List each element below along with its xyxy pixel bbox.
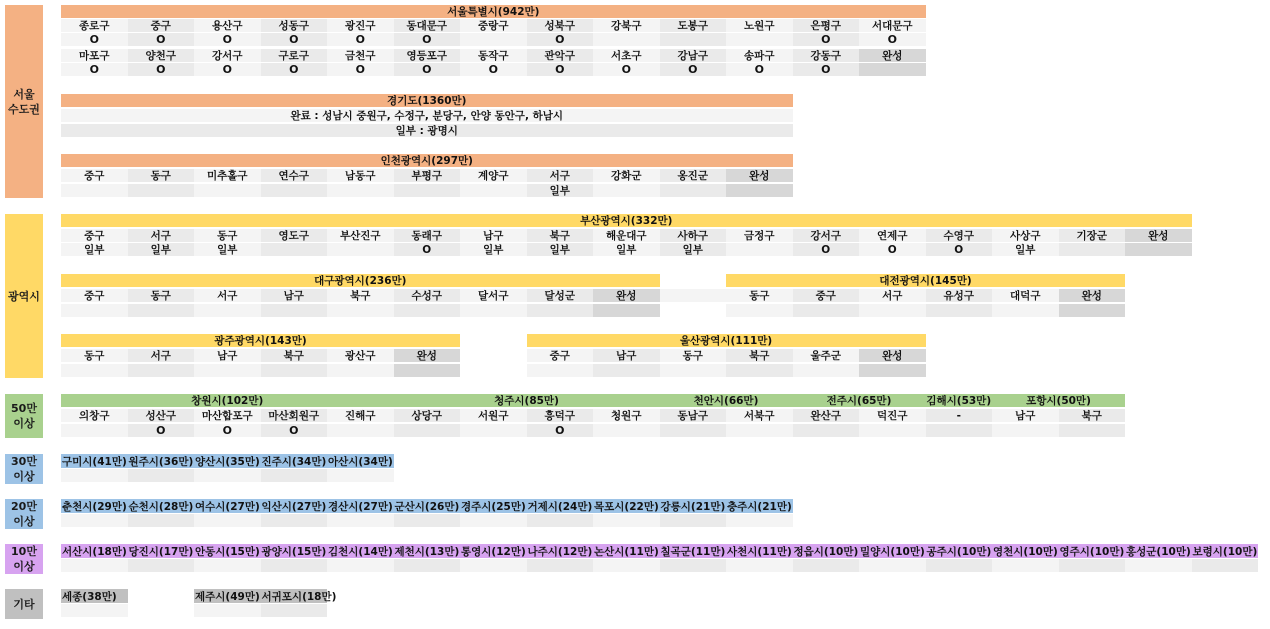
incheon-district: 부평구	[394, 169, 461, 182]
busan-status: 일부	[593, 243, 660, 256]
daejeon-district: 중구	[793, 289, 860, 302]
busan-status: 일부	[660, 243, 727, 256]
gwangju-header: 광주광역시(143만)	[61, 334, 460, 347]
busan-district: 수영구	[926, 229, 993, 242]
over20-city-blank	[194, 514, 261, 527]
seoul-district: 영등포구	[394, 49, 461, 62]
gwangju-status	[394, 364, 461, 377]
daejeon-district: 완성	[1059, 289, 1126, 302]
section-label-etc: 기타	[5, 589, 43, 619]
seoul-district: 양천구	[128, 49, 195, 62]
daejeon-status	[1059, 304, 1126, 317]
over10-city-blank	[793, 559, 860, 572]
section-label-over10: 10만 이상	[5, 544, 43, 574]
over20-city: 강릉시(21만)	[660, 500, 726, 513]
over50-city-header: 창원시(102만)	[61, 394, 394, 407]
over50-district: 서원구	[460, 409, 527, 422]
over10-city: 칠곡군(11만)	[660, 545, 726, 558]
over20-city: 여수시(27만)	[195, 500, 260, 513]
seoul-district: 중랑구	[460, 19, 527, 32]
incheon-status	[261, 184, 328, 197]
over10-city-blank	[992, 559, 1059, 572]
daejeon-status	[926, 304, 993, 317]
seoul-district: 완성	[859, 49, 926, 62]
busan-district: 사상구	[992, 229, 1059, 242]
over30-city: 아산시(34만)	[328, 455, 393, 468]
daegu-header: 대구광역시(236만)	[61, 274, 660, 287]
incheon-status	[660, 184, 727, 197]
over10-city: 논산시(11만)	[594, 545, 659, 558]
busan-status: O	[793, 243, 860, 256]
daejeon-district: 대덕구	[992, 289, 1059, 302]
incheon-district: 서구	[527, 169, 594, 182]
busan-status	[327, 243, 394, 256]
busan-district: 해운대구	[593, 229, 660, 242]
seoul-status: O	[593, 63, 660, 76]
seoul-district: 강서구	[194, 49, 261, 62]
seoul-status: O	[793, 33, 860, 46]
over10-city: 제천시(13만)	[394, 545, 460, 558]
busan-status	[1125, 243, 1192, 256]
section-label-metro: 광역시	[5, 214, 43, 378]
section-label-capital: 서울 수도권	[5, 5, 43, 198]
seoul-status: O	[128, 33, 195, 46]
over30-city-blank	[261, 469, 328, 482]
daegu-status	[61, 304, 128, 317]
seoul-status: O	[261, 63, 328, 76]
incheon-status	[460, 184, 527, 197]
incheon-district: 완성	[726, 169, 793, 182]
over10-city-blank	[859, 559, 926, 572]
incheon-status	[194, 184, 261, 197]
over10-city-blank	[1059, 559, 1126, 572]
seoul-district: 노원구	[726, 19, 793, 32]
incheon-status	[394, 184, 461, 197]
busan-district: 연제구	[859, 229, 926, 242]
over10-city-blank	[394, 559, 461, 572]
incheon-district: 남동구	[327, 169, 394, 182]
seoul-status: O	[61, 63, 128, 76]
seoul-header: 서울특별시(942만)	[61, 5, 926, 18]
section-label-over30: 30만 이상	[5, 454, 43, 484]
busan-status	[1059, 243, 1126, 256]
busan-header: 부산광역시(332만)	[61, 214, 1192, 227]
over50-district: 마산회원구	[261, 409, 328, 422]
over20-city-blank	[394, 514, 461, 527]
ulsan-status	[660, 364, 727, 377]
incheon-district: 미추홀구	[194, 169, 261, 182]
over50-district: 남구	[992, 409, 1059, 422]
over50-district: 완산구	[793, 409, 860, 422]
daejeon-header: 대전광역시(145만)	[726, 274, 1125, 287]
ulsan-district: 동구	[660, 349, 727, 362]
gwangju-status	[327, 364, 394, 377]
etc-blank	[194, 604, 261, 617]
incheon-status	[726, 184, 793, 197]
over20-city: 경주시(25만)	[461, 500, 526, 513]
ulsan-status	[726, 364, 793, 377]
over10-city: 광양시(15만)	[261, 545, 327, 558]
busan-status: 일부	[527, 243, 594, 256]
etc-sejong: 세종(38만)	[61, 589, 128, 603]
incheon-district: 중구	[61, 169, 128, 182]
over20-city: 목포시(22만)	[594, 500, 659, 513]
seoul-district: 동대문구	[394, 19, 461, 32]
section-label-over20: 20만 이상	[5, 499, 43, 529]
over20-city-blank	[61, 514, 128, 527]
seoul-district: 광진구	[327, 19, 394, 32]
seoul-status	[660, 33, 727, 46]
over10-city: 김천시(14만)	[328, 545, 393, 558]
gwangju-district: 동구	[61, 349, 128, 362]
ulsan-district: 중구	[527, 349, 594, 362]
over20-city-blank	[128, 514, 195, 527]
gwangju-district: 서구	[128, 349, 195, 362]
busan-district: 동래구	[394, 229, 461, 242]
daegu-status	[527, 304, 594, 317]
over10-city: 밀양시(10만)	[860, 545, 925, 558]
over50-district: 덕진구	[859, 409, 926, 422]
ulsan-status	[527, 364, 594, 377]
busan-district: 부산진구	[327, 229, 394, 242]
gyeonggi-done: 완료 : 성남시 중원구, 수정구, 분당구, 안양 동안구, 하남시	[61, 109, 793, 122]
over50-status	[593, 424, 660, 437]
over50-status: O	[261, 424, 328, 437]
daejeon-district: 서구	[859, 289, 926, 302]
seoul-status: O	[527, 33, 594, 46]
busan-district: 기장군	[1059, 229, 1126, 242]
over50-status	[859, 424, 926, 437]
over20-city: 군산시(26만)	[394, 500, 460, 513]
over30-city: 구미시(41만)	[62, 455, 127, 468]
incheon-district: 옹진군	[660, 169, 727, 182]
over10-city-blank	[61, 559, 128, 572]
over50-status	[394, 424, 461, 437]
over10-city: 사천시(11만)	[727, 545, 792, 558]
over10-city: 안동시(15만)	[195, 545, 260, 558]
seoul-district: 강북구	[593, 19, 660, 32]
ulsan-district: 완성	[859, 349, 926, 362]
over50-status: O	[527, 424, 594, 437]
incheon-status	[327, 184, 394, 197]
over20-city-blank	[261, 514, 328, 527]
ulsan-district: 북구	[726, 349, 793, 362]
daejeon-status	[793, 304, 860, 317]
over20-city-blank	[593, 514, 660, 527]
over50-status	[460, 424, 527, 437]
seoul-district: 도봉구	[660, 19, 727, 32]
busan-district: 남구	[460, 229, 527, 242]
over50-city-header: 청주시(85만)	[394, 394, 660, 407]
over30-city: 진주시(34만)	[261, 455, 327, 468]
etc-seogwipo: 서귀포시(18만)	[261, 590, 337, 603]
seoul-district: 서대문구	[859, 19, 926, 32]
over50-district: 의창구	[61, 409, 128, 422]
over10-city: 공주시(10만)	[926, 545, 992, 558]
over10-city: 영천시(10만)	[993, 545, 1058, 558]
over50-status	[327, 424, 394, 437]
over30-city-blank	[327, 469, 394, 482]
over50-city-header: 천안시(66만)	[660, 394, 793, 407]
daegu-status	[327, 304, 394, 317]
over10-city: 영주시(10만)	[1059, 545, 1125, 558]
ulsan-status	[593, 364, 660, 377]
incheon-status	[128, 184, 195, 197]
etc-blank	[261, 604, 328, 617]
daegu-status	[194, 304, 261, 317]
over50-district: 서북구	[726, 409, 793, 422]
busan-status: 일부	[460, 243, 527, 256]
busan-district: 영도구	[261, 229, 328, 242]
over10-city-blank	[527, 559, 594, 572]
busan-status: 일부	[194, 243, 261, 256]
ulsan-district: 남구	[593, 349, 660, 362]
ulsan-header: 울산광역시(111만)	[527, 334, 926, 347]
incheon-status	[593, 184, 660, 197]
seoul-district: 용산구	[194, 19, 261, 32]
over10-city-blank	[1192, 559, 1259, 572]
over50-city-header: 전주시(65만)	[793, 394, 926, 407]
over20-city-blank	[726, 514, 793, 527]
over30-city: 원주시(36만)	[128, 455, 194, 468]
seoul-district: 종로구	[61, 19, 128, 32]
over50-district: 마산합포구	[194, 409, 261, 422]
over10-city-blank	[327, 559, 394, 572]
over10-city: 서산시(18만)	[62, 545, 127, 558]
daegu-district: 달성군	[527, 289, 594, 302]
over50-status	[793, 424, 860, 437]
over20-city: 춘천시(29만)	[62, 500, 127, 513]
daegu-district: 달서구	[460, 289, 527, 302]
daegu-district: 완성	[593, 289, 660, 302]
busan-status	[726, 243, 793, 256]
ulsan-status	[793, 364, 860, 377]
over10-city: 홍성군(10만)	[1126, 545, 1191, 558]
daejeon-status	[859, 304, 926, 317]
gyeonggi-header: 경기도(1360만)	[61, 94, 793, 107]
over50-district: 흥덕구	[527, 409, 594, 422]
over10-city-blank	[926, 559, 993, 572]
incheon-district: 강화군	[593, 169, 660, 182]
seoul-status: O	[726, 63, 793, 76]
seoul-status	[859, 63, 926, 76]
over10-city-blank	[128, 559, 195, 572]
over20-city-blank	[460, 514, 527, 527]
incheon-status: 일부	[527, 184, 594, 197]
over50-city-header: 포항시(50만)	[992, 394, 1125, 407]
busan-district: 중구	[61, 229, 128, 242]
seoul-district: 구로구	[261, 49, 328, 62]
daejeon-district: 동구	[726, 289, 793, 302]
seoul-district: 마포구	[61, 49, 128, 62]
over50-district: 청원구	[593, 409, 660, 422]
daegu-status	[593, 304, 660, 317]
over30-city-blank	[61, 469, 128, 482]
over10-city: 당진시(17만)	[128, 545, 194, 558]
over50-status	[61, 424, 128, 437]
over50-district: 진해구	[327, 409, 394, 422]
busan-district: 강서구	[793, 229, 860, 242]
busan-status	[261, 243, 328, 256]
incheon-district: 연수구	[261, 169, 328, 182]
etc-blank	[61, 604, 128, 617]
over50-status	[1059, 424, 1126, 437]
incheon-district: 계양구	[460, 169, 527, 182]
over50-status	[726, 424, 793, 437]
seoul-status: O	[194, 33, 261, 46]
busan-status: O	[926, 243, 993, 256]
busan-district: 서구	[128, 229, 195, 242]
over30-city: 양산시(35만)	[195, 455, 260, 468]
over50-status	[926, 424, 993, 437]
seoul-status: O	[793, 63, 860, 76]
over50-status	[660, 424, 727, 437]
over20-city: 익산시(27만)	[261, 500, 327, 513]
busan-status: O	[394, 243, 461, 256]
daegu-district: 북구	[327, 289, 394, 302]
seoul-district: 동작구	[460, 49, 527, 62]
busan-status: 일부	[61, 243, 128, 256]
seoul-status: O	[194, 63, 261, 76]
daegu-district: 남구	[261, 289, 328, 302]
gwangju-status	[261, 364, 328, 377]
daegu-status	[128, 304, 195, 317]
seoul-district: 중구	[128, 19, 195, 32]
gwangju-district: 북구	[261, 349, 328, 362]
busan-district: 완성	[1125, 229, 1192, 242]
daegu-district: 서구	[194, 289, 261, 302]
over50-status	[992, 424, 1059, 437]
daegu-status	[261, 304, 328, 317]
seoul-status: O	[128, 63, 195, 76]
etc-jeju: 제주시(49만)	[195, 590, 260, 603]
over10-city-blank	[1125, 559, 1192, 572]
over50-status: O	[194, 424, 261, 437]
seoul-status	[726, 33, 793, 46]
over20-city-blank	[527, 514, 594, 527]
over20-city: 순천시(28만)	[128, 500, 194, 513]
busan-district: 사하구	[660, 229, 727, 242]
over20-city: 거제시(24만)	[527, 500, 593, 513]
over10-city-blank	[194, 559, 261, 572]
gwangju-status	[61, 364, 128, 377]
seoul-status: O	[527, 63, 594, 76]
seoul-district: 성북구	[527, 19, 594, 32]
seoul-status: O	[327, 63, 394, 76]
over10-city-blank	[460, 559, 527, 572]
over50-district: 상당구	[394, 409, 461, 422]
seoul-status	[460, 33, 527, 46]
seoul-status: O	[394, 63, 461, 76]
gwangju-district: 완성	[394, 349, 461, 362]
over50-district: 성산구	[128, 409, 195, 422]
seoul-district: 강동구	[793, 49, 860, 62]
over10-city-blank	[261, 559, 328, 572]
daejeon-status	[992, 304, 1059, 317]
over20-city-blank	[327, 514, 394, 527]
over20-city-blank	[660, 514, 727, 527]
over20-city: 경산시(27만)	[328, 500, 393, 513]
daegu-district: 수성구	[394, 289, 461, 302]
over30-city-blank	[128, 469, 195, 482]
seoul-status: O	[859, 33, 926, 46]
gwangju-status	[128, 364, 195, 377]
seoul-status	[593, 33, 660, 46]
spacer-cell	[660, 289, 727, 302]
busan-status: O	[859, 243, 926, 256]
seoul-district: 송파구	[726, 49, 793, 62]
busan-status: 일부	[128, 243, 195, 256]
busan-district: 금정구	[726, 229, 793, 242]
incheon-header: 인천광역시(297만)	[61, 154, 793, 167]
over30-city-blank	[194, 469, 261, 482]
over50-status: O	[128, 424, 195, 437]
gyeonggi-partial: 일부 : 광명시	[61, 124, 793, 137]
over50-district: 동남구	[660, 409, 727, 422]
over50-city-header: 김해시(53만)	[926, 395, 992, 407]
seoul-district: 성동구	[261, 19, 328, 32]
seoul-status: O	[327, 33, 394, 46]
over50-district: 북구	[1059, 409, 1126, 422]
over10-city-blank	[660, 559, 727, 572]
seoul-district: 은평구	[793, 19, 860, 32]
over20-city: 충주시(21만)	[727, 500, 792, 513]
daejeon-district: 유성구	[926, 289, 993, 302]
over50-district: -	[926, 409, 993, 422]
daegu-district: 동구	[128, 289, 195, 302]
over10-city: 정읍시(10만)	[793, 545, 859, 558]
seoul-status: O	[460, 63, 527, 76]
over10-city-blank	[593, 559, 660, 572]
over10-city: 보령시(10만)	[1192, 545, 1258, 558]
busan-district: 북구	[527, 229, 594, 242]
seoul-status: O	[61, 33, 128, 46]
gwangju-district: 광산구	[327, 349, 394, 362]
ulsan-status	[859, 364, 926, 377]
section-label-over50: 50만 이상	[5, 394, 43, 438]
seoul-district: 금천구	[327, 49, 394, 62]
seoul-status: O	[394, 33, 461, 46]
gwangju-district: 남구	[194, 349, 261, 362]
seoul-district: 관악구	[527, 49, 594, 62]
busan-district: 동구	[194, 229, 261, 242]
ulsan-district: 울주군	[793, 349, 860, 362]
daejeon-status	[726, 304, 793, 317]
over10-city: 통영시(12만)	[461, 545, 526, 558]
busan-status: 일부	[992, 243, 1059, 256]
seoul-district: 강남구	[660, 49, 727, 62]
over10-city-blank	[726, 559, 793, 572]
incheon-status	[61, 184, 128, 197]
incheon-district: 동구	[128, 169, 195, 182]
seoul-status: O	[261, 33, 328, 46]
seoul-status: O	[660, 63, 727, 76]
seoul-district: 서초구	[593, 49, 660, 62]
over10-city: 나주시(12만)	[527, 545, 593, 558]
daegu-status	[460, 304, 527, 317]
gwangju-status	[194, 364, 261, 377]
daegu-status	[394, 304, 461, 317]
daegu-district: 중구	[61, 289, 128, 302]
